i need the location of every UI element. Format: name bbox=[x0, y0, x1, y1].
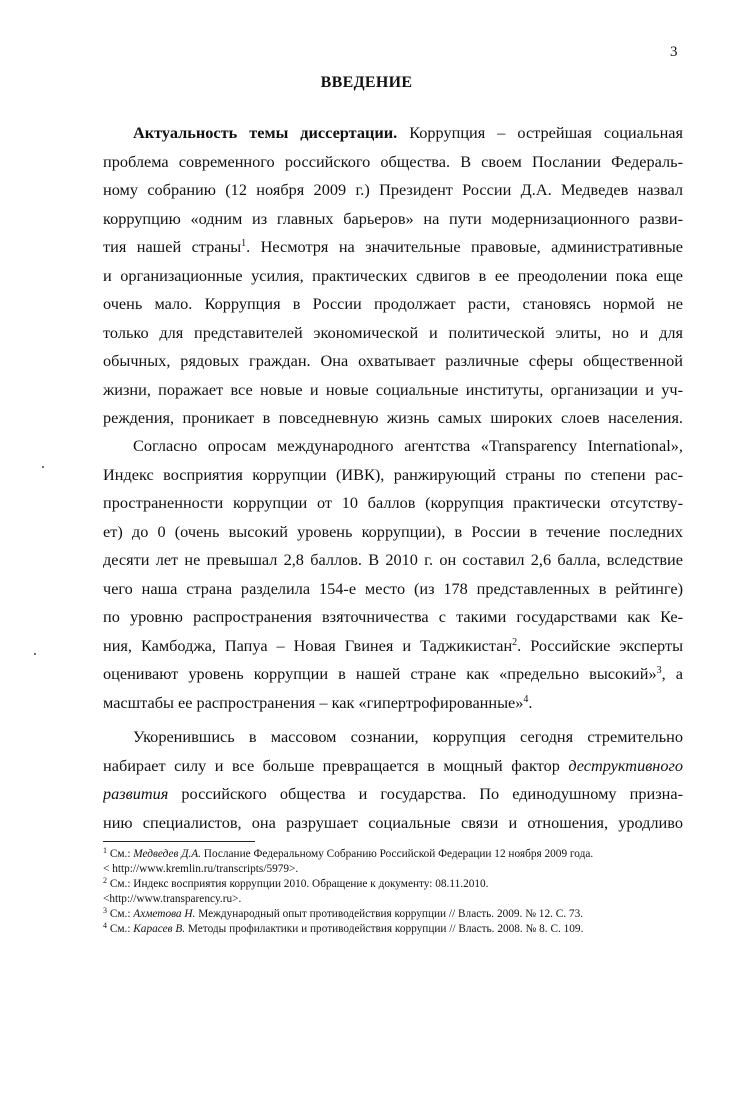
footnote-number: 1 bbox=[103, 846, 107, 855]
text-span: Коррупция – острейшая социальная bbox=[397, 123, 683, 142]
text-line: ному собранию (12 ноября 2009 г.) Президент России Д.А. Медведев назвал bbox=[103, 180, 683, 199]
text-span: См.: bbox=[107, 923, 134, 935]
footnote-1 bbox=[103, 847, 593, 862]
footnote-number: 4 bbox=[103, 921, 107, 930]
text-line: и организационные усилия, практических сдвигов в ее преодолении пока еще bbox=[103, 265, 683, 285]
text-line: Укоренившись в массовом сознании, коррупция сегодня стремительно bbox=[133, 727, 683, 746]
text-span: См.: bbox=[107, 908, 134, 920]
heading-relevance: Актуальность темы диссертации. bbox=[133, 123, 398, 142]
footnote-ref-4[interactable]: 4 bbox=[523, 693, 529, 705]
footnote-ref-3[interactable]: 3 bbox=[656, 665, 662, 676]
footnote-separator bbox=[103, 841, 255, 842]
text-line: только для представителей экономической и политической элиты, но и для bbox=[103, 322, 683, 342]
text-line: по уровню распространения взяточничества с такими государствами как Ке- bbox=[103, 607, 683, 626]
footnote-2-link[interactable]: <http://www.transparency.ru>. bbox=[103, 893, 242, 905]
text-span: . bbox=[528, 692, 533, 712]
text-span: Методы профилактики и противодействия коррупции // Власть. 2008. № 8. С. 109. bbox=[185, 923, 584, 935]
text-line bbox=[103, 234, 683, 260]
text-line: пространенности коррупции от 10 баллов (коррупция практически отсутству- bbox=[103, 493, 683, 512]
footnote-number: 2 bbox=[103, 876, 107, 885]
text-line bbox=[133, 120, 683, 146]
text-line: Согласно опросам международного агентства «Transparency International», bbox=[133, 436, 683, 455]
footnote-author: Медведев Д.А. bbox=[133, 848, 201, 860]
text-line: жизни, поражает все новые и новые социальные институты, организации и уч- bbox=[103, 379, 683, 399]
page-number: 3 bbox=[670, 44, 678, 60]
text-line: проблема современного российского общества. В своем Послании Федераль- bbox=[103, 151, 683, 171]
text-line bbox=[103, 753, 683, 779]
text-span: . Несмотря на значительные правовые, административные bbox=[246, 237, 683, 256]
footnote-2 bbox=[103, 877, 489, 892]
text-span: Международный опыт противодействия коррупции // Власть. 2009. № 12. С. 73. bbox=[195, 908, 584, 920]
text-line: чего наша страна разделила 154-е место (из 178 представленных в рейтинге) bbox=[103, 578, 683, 598]
footnote-author: Карасев В. bbox=[133, 923, 186, 935]
text-line: нию специалистов, она разрушает социальные связи и отношения, уродливо bbox=[103, 812, 683, 832]
text-span: российского общества и государства. По единодушному призна- bbox=[168, 784, 683, 803]
footnote-ref-2[interactable]: 2 bbox=[512, 636, 518, 648]
text-span: тия нашей страны bbox=[103, 237, 242, 256]
footnote-author: Ахметова Н. bbox=[133, 908, 196, 920]
footnote-4 bbox=[103, 922, 583, 937]
text-line bbox=[103, 633, 683, 659]
text-line: десяти лет не превышал 2,8 баллов. В 2010 г. он составил 2,6 балла, вследствие bbox=[103, 550, 683, 569]
text-span: набирает силу и все больше превращается в мощный фактор bbox=[103, 755, 569, 775]
emphasis-text: развития bbox=[103, 784, 169, 803]
text-line: ет) до 0 (очень высокий уровень коррупции), в России в течение последних bbox=[103, 521, 683, 541]
text-line: реждения, проникает в повседневную жизнь самых широких слоев населения. bbox=[103, 408, 683, 427]
footnote-3 bbox=[103, 907, 583, 922]
text-span: . Российские эксперты bbox=[517, 635, 683, 655]
text-span: масштабы ее распространения – как «гипертрофированные» bbox=[103, 692, 524, 712]
page-title: ВВЕДЕНИЕ bbox=[320, 74, 413, 91]
footnote-1-link[interactable]: < http://www.kremlin.ru/transcripts/5979>. bbox=[103, 863, 299, 875]
text-span: ния, Камбоджа, Папуа – Новая Гвинея и Таджикистан bbox=[103, 635, 513, 655]
emphasis-text: деструктивного bbox=[568, 755, 683, 775]
scan-speck bbox=[34, 653, 36, 655]
scan-speck bbox=[42, 466, 44, 468]
text-span: См.: Индекс восприятия коррупции 2010. Обращение к документу: 08.11.2010. bbox=[107, 878, 489, 890]
text-line: коррупцию «одним из главных барьеров» на пути модернизационного разви- bbox=[103, 208, 683, 228]
text-line: обычных, рядовых граждан. Она охватывает различные сферы общественной bbox=[103, 351, 683, 370]
text-line: Индекс восприятия коррупции (ИВК), ранжирующий страны по степени рас- bbox=[103, 464, 683, 484]
text-span: См.: bbox=[107, 848, 134, 860]
text-line bbox=[103, 661, 683, 687]
footnote-number: 3 bbox=[103, 906, 107, 915]
text-line bbox=[103, 690, 683, 716]
text-span: , а bbox=[661, 664, 683, 683]
text-span: Послание Федеральному Собранию Российской Федерации 12 ноября 2009 года. bbox=[200, 848, 594, 860]
text-line bbox=[103, 781, 683, 807]
footnote-ref-1[interactable]: 1 bbox=[241, 238, 247, 249]
text-span: оценивают уровень коррупции в нашей стране как «предельно высокий» bbox=[103, 664, 657, 683]
text-line: очень мало. Коррупция в России продолжает расти, становясь нормой не bbox=[103, 294, 683, 313]
